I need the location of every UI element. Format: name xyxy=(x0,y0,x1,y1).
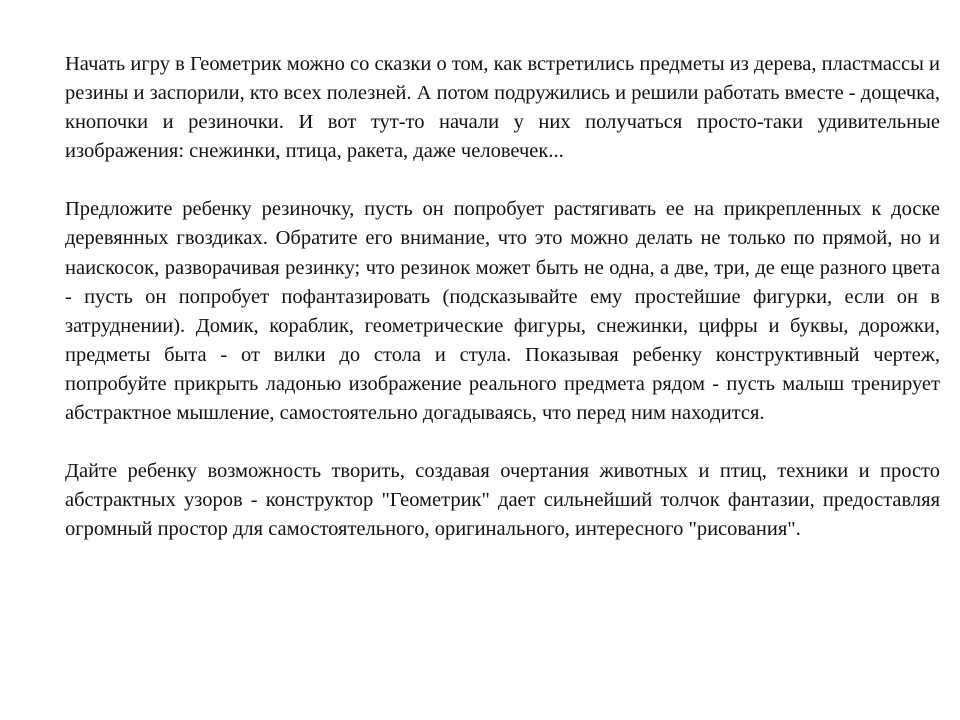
paragraph-instructions: Предложите ребенку резиночку, пусть он попробует растягивать ее на прикрепленных к доске деревянных гвоздиках. Обратите его внимание, что это можно делать не только по прямой, но и наискосок, разворачивая резинку; что резинок может быть не одна, а две, три, де еще разного цвета - пусть он попробует пофантазировать (подсказывайте ему простейшие фигурки, если он в затруднении). Домик, кораблик, геометрические фигуры, снежинки, цифры и буквы, дорожки, предметы быта - от вилки до стола и стула. Показывая ребенку конструктивный чертеж, попробуйте прикрыть ладонью изображение реального предмета рядом - пусть малыш тренирует абстрактное мышление, самостоятельно догадываясь, что перед ним находится. xyxy=(65,198,940,425)
document-body xyxy=(65,50,940,573)
paragraph-intro: Начать игру в Геометрик можно со сказки о том, как встретились предметы из дерева, пластмассы и резины и заспорили, кто всех полезней. А потом подружились и решили работать вместе - дощечка, кнопочки и резиночки. И вот тут-то начали у них получаться просто-таки удивительные изображения: снежинки, птица, ракета, даже человечек... xyxy=(65,53,940,163)
paragraph-conclusion: Дайте ребенку возможность творить, создавая очертания животных и птиц, техники и просто абстрактных узоров - конструктор "Геометрик" дает сильнейший толчок фантазии, предоставляя огромный простор для самостоятельного, оригинального, интересного "рисования". xyxy=(65,460,940,541)
